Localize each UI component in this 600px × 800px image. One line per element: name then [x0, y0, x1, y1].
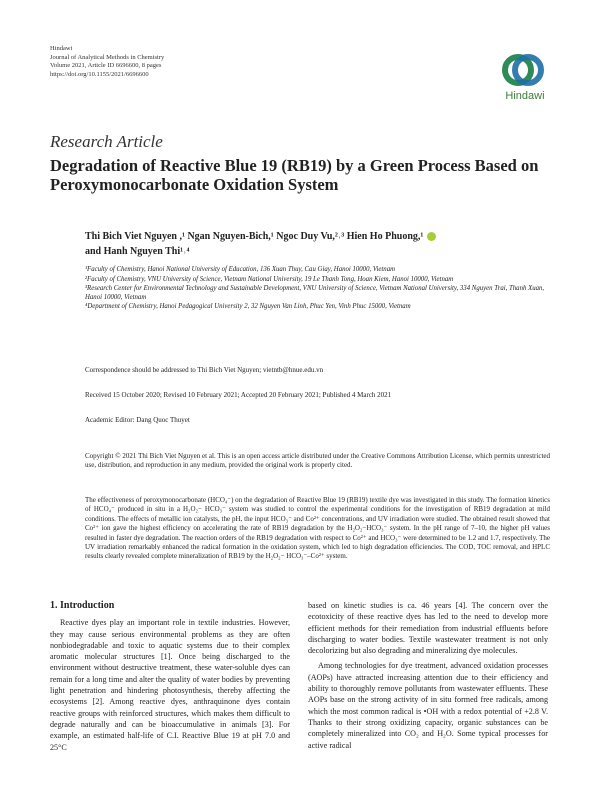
right-column: [308, 600, 548, 755]
affiliation-1: ¹Faculty of Chemistry, Hanoi National University of Education, 136 Xuan Thuy, Cau Giay, Hanoi 10000, Vietnam: [85, 266, 396, 273]
academic-editor: Academic Editor: Dang Quoc Thuyet: [85, 416, 190, 424]
article-dates: Received 15 October 2020; Revised 10 February 2021; Accepted 20 February 2021; Published 4 March 2021: [85, 391, 392, 399]
author-list: [85, 229, 565, 259]
journal-name: Journal of Analytical Methods in Chemistry: [50, 53, 165, 61]
affiliation-3: ³Research Center for Environmental Technology and Sustainable Development, VNU University of Science, Vietnam National University, 334 Nguyen Trai, Thanh Xuan, Hanoi 10000, Vietnam: [85, 285, 545, 301]
intro-paragraph-continued: based on kinetic studies is ca. 46 years [4]. The concern over the ecotoxicity of these reactive dyes has led to the need to develop more efficient methods for their remediation from industrial effluents before discharging to water bodies. Textile wastewater treatment is not only decolorizing but also degrading and mineralizing dye molecules.: [308, 601, 548, 656]
article-type: Research Article: [50, 132, 163, 151]
hindawi-logo-text: Hindawi: [505, 90, 545, 102]
authors-line-1: [85, 229, 565, 244]
journal-doi[interactable]: https://doi.org/10.1155/2021/6696600: [50, 70, 149, 78]
publisher-name: Hindawi: [50, 45, 73, 52]
abstract: The effectiveness of peroxymonocarbonate (HCO₄⁻) on the degradation of Reactive Blue 19 (RB19) textile dye was investigated in this study. The formation kinetics of HCO₄⁻ produced in situ in a H₂O₂− HCO₃⁻ system was studied to control the experimental conditions for the investigation of RB19 degradation at mild conditions. The effects of metallic ion catalysts, the pH, the input HCO₃⁻ and Co²⁺ concentrations, and UV irradiation were studied. The obtained result showed that Co²⁺ ion gave the highest efficiency on accelerating the rate of RB19 degradation by the H₂O₂−HCO₃⁻ system. In the pH range of 7–10, the higher pH values resulted in faster dye degradation. The reaction orders of the RB19 degradation with respect to Co²⁺ and HCO₃⁻ were determined to be 1.2 and 1.7, respectively. The UV irradiation remarkably enhanced the radical formation in the oxidation system, which led to high degradation efficiencies. The COD, TOC removal, and HPLC results clearly revealed complete mineralization of RB19 by the H₂O₂− HCO₃⁻–Co²⁺ system.: [85, 496, 550, 561]
correspondence: Correspondence should be addressed to Thi Bich Viet Nguyen; vietntb@hnue.edu.vn: [85, 366, 324, 374]
orcid-icon[interactable]: [427, 232, 436, 241]
left-column: [50, 600, 290, 757]
journal-header: [50, 45, 164, 79]
section-heading-introduction: 1. Introduction: [50, 600, 115, 611]
affiliations: [85, 266, 555, 313]
affiliation-4: ⁴Department of Chemistry, Hanoi Pedagogical University 2, 32 Nguyen Van Linh, Phuc Yen, Vinh Phuc 15000, Vietnam: [85, 303, 411, 311]
authors-line-1-text: Thi Bich Viet Nguyen ,¹ Ngan Nguyen-Bich,¹ Ngoc Duy Vu,²˒³ Hien Ho Phuong,¹: [85, 231, 424, 242]
affiliation-2: ²Faculty of Chemistry, VNU University of Science, Vietnam National University, 19 Le Thanh Tong, Hoan Kiem, Hanoi 10000, Vietnam: [85, 275, 454, 283]
authors-line-2: and Hanh Nguyen Thi¹˒⁴: [85, 246, 190, 257]
copyright-notice: Copyright © 2021 Thi Bich Viet Nguyen et al. This is an open access article distributed under the Creative Commons Attribution License, which permits unrestricted use, distribution, and reproduction in any medium, provided the original work is properly cited.: [85, 452, 550, 470]
article-title: Degradation of Reactive Blue 19 (RB19) by a Green Process Based on Peroxymonocarbonate Oxidation System: [50, 156, 539, 194]
intro-paragraph-2: Among technologies for dye treatment, advanced oxidation processes (AOPs) have attracted increasing attention due to their efficiency and ability to thoroughly remove pollutants from wastewater effluents. These AOPs base on the strong activity of in situ formed free radicals, among which the most common radical is •OH with a redox potential of +2.8 V. Thanks to their strong oxidizing capacity, organic substances can be completely mineralized into CO₂ and H₂O. Some typical processes for active radical: [308, 661, 548, 750]
intro-paragraph-1: Reactive dyes play an important role in textile industries. However, they may cause serious environmental problems as they are often nonbiodegradable and toxic to aquatic systems due to their complex aromatic molecular structures [1]. Once being discharged to the environment without destructive treatment, these water-soluble dyes can remain for a long time and alter the quality of water bodies by preventing light penetration and hindering photosynthesis, thereby affecting the ecosystems [2]. Among reactive dyes, anthraquinone dyes contain reactive groups with reinforced structures, which makes them difficult to degrade naturally and can be bioaccumulative in animals [3]. For example, an estimated half-life of C.I. Reactive Blue 19 at pH 7.0 and 25°C: [50, 618, 290, 752]
journal-volume: Volume 2021, Article ID 6696600, 8 pages: [50, 62, 162, 70]
